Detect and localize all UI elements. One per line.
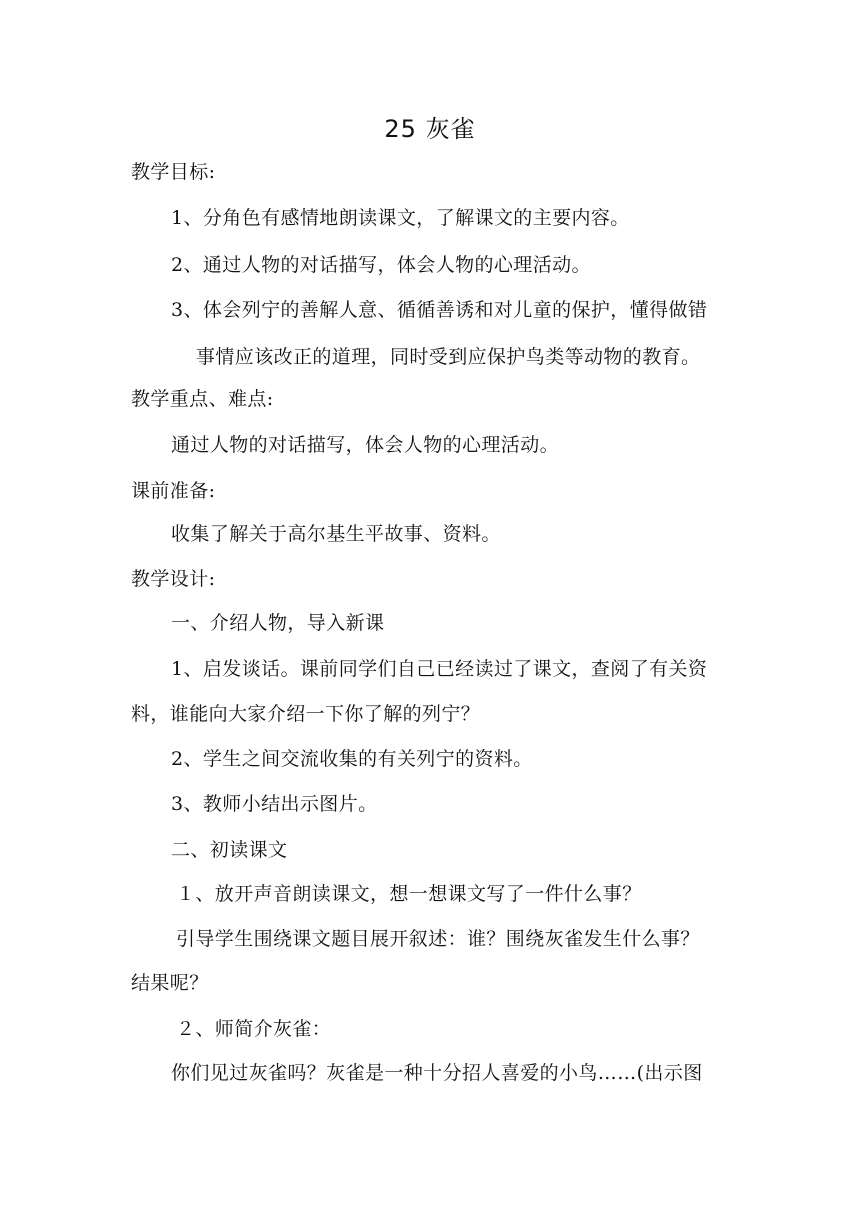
paragraph-line: 1、启发谈话。课前同学们自己已经读过了课文，查阅了有关资 (171, 658, 708, 680)
paragraph-line: 你们见过灰雀吗？灰雀是一种十分招人喜爱的小鸟……(出示图 (171, 1062, 703, 1084)
paragraph-line: 收集了解关于高尔基生平故事、资料。 (171, 523, 501, 545)
section-heading-objectives: 教学目标: (131, 161, 216, 183)
paragraph-line: 1、分角色有感情地朗读课文，了解课文的主要内容。 (171, 207, 630, 229)
paragraph-line: 事情应该改正的道理，同时受到应保护鸟类等动物的教育。 (196, 346, 701, 368)
paragraph-line: 通过人物的对话描写，体会人物的心理活动。 (171, 434, 560, 456)
section-heading-key-points: 教学重点、难点: (131, 388, 274, 410)
paragraph-line: 3、教师小结出示图片。 (171, 793, 378, 815)
paragraph-line: 2、通过人物的对话描写，体会人物的心理活动。 (171, 254, 591, 276)
paragraph-line: ２、师简介灰雀： (176, 1018, 332, 1040)
subheading-part-one: 一、介绍人物，导入新课 (171, 612, 385, 634)
document-title: 25 灰雀 (384, 115, 476, 143)
paragraph-line: 2、学生之间交流收集的有关列宁的资料。 (171, 748, 533, 770)
paragraph-line: 引导学生围绕课文题目展开叙述：谁？围绕灰雀发生什么事？ (176, 928, 700, 950)
paragraph-line: 料，谁能向大家介绍一下你了解的列宁？ (131, 703, 481, 725)
subheading-part-two: 二、初读课文 (171, 839, 288, 861)
section-heading-design: 教学设计: (131, 568, 216, 590)
paragraph-line: 3、体会列宁的善解人意、循循善诱和对儿童的保护，懂得做错 (171, 299, 708, 321)
paragraph-line: 结果呢？ (131, 972, 209, 994)
section-heading-preparation: 课前准备: (131, 480, 216, 502)
paragraph-line: １、放开声音朗读课文，想一想课文写了一件什么事？ (176, 883, 642, 905)
